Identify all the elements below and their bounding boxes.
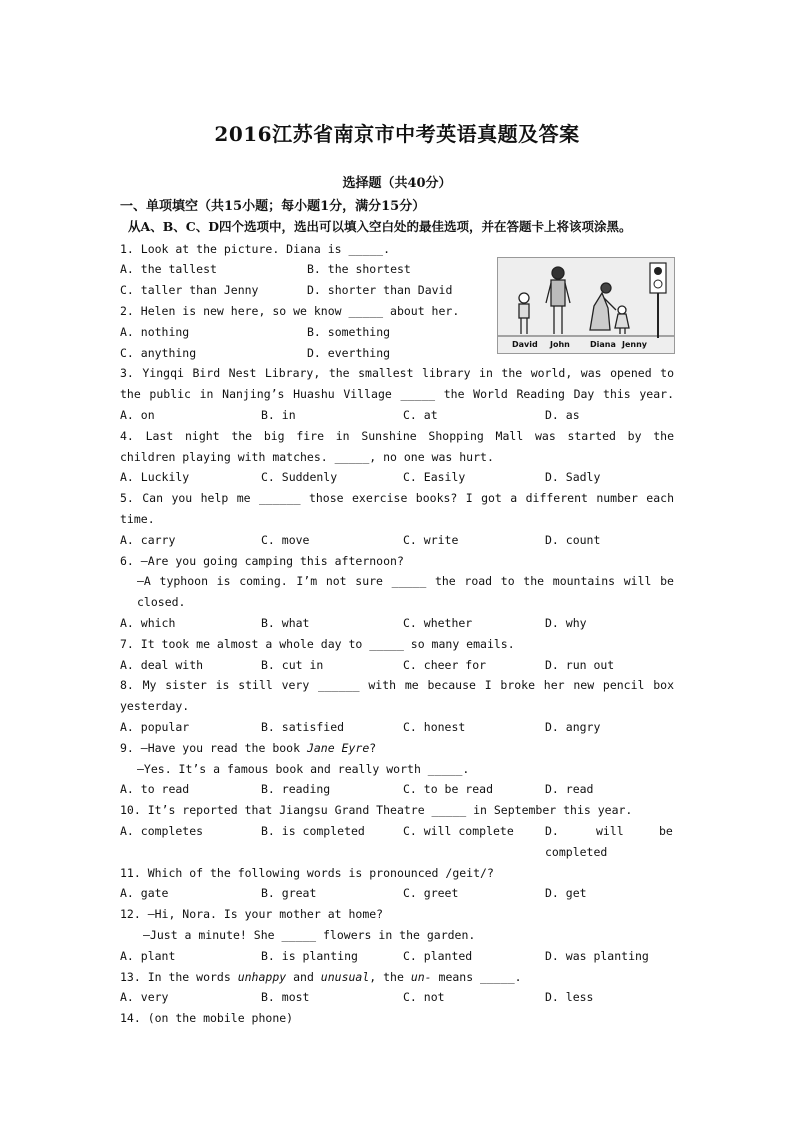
q12-option-c: C. planted (403, 949, 473, 963)
question-1-picture (497, 257, 675, 354)
q9-option-c: C. to be read (403, 782, 494, 796)
q5-option-a: A. carry (120, 533, 176, 547)
question-9-line-1: 9. —Have you read the book Jane Eyre? (120, 741, 377, 755)
q12-option-a: A. plant (120, 949, 176, 963)
q10-option-d-word-1: will (596, 824, 624, 838)
q10-option-c: C. will complete (403, 824, 514, 838)
q12-option-d: D. was planting (545, 949, 649, 963)
q2-option-b: B. something (307, 325, 391, 339)
question-6-line-2: —A typhoon is coming. I’m not sure _____ the road to the mountains will be (137, 574, 674, 588)
figure-jenny (615, 306, 629, 334)
q7-option-d: D. run out (545, 658, 615, 672)
q10-option-b: B. is completed (261, 824, 365, 838)
q10-option-d-label: D. (545, 824, 559, 838)
q13-option-d: D. less (545, 990, 594, 1004)
question-10-stem: 10. It’s reported that Jiangsu Grand Theatre _____ in September this year. (120, 803, 633, 817)
section-title: 选择题（共40分） (342, 176, 452, 191)
q3-option-c: C. at (403, 408, 438, 422)
figure-diana (590, 283, 616, 330)
book-title: Jane Eyre (306, 741, 370, 755)
q7-option-a: A. deal with (120, 658, 204, 672)
q8-option-b: B. satisfied (261, 720, 345, 734)
q2-option-a: A. nothing (120, 325, 190, 339)
q10-option-a: A. completes (120, 824, 204, 838)
question-8-line-2: yesterday. (120, 699, 190, 713)
q6-option-a: A. which (120, 616, 176, 630)
q13-option-b: B. most (261, 990, 310, 1004)
q2-option-d: D. everthing (307, 346, 391, 360)
figure-label-david: David (512, 340, 538, 349)
q7-option-c: C. cheer for (403, 658, 487, 672)
question-6-line-1: 6. —Are you going camping this afternoon? (120, 554, 404, 568)
part-heading: 一、单项填空（共15小题；每小题1分，满分15分） (120, 199, 426, 214)
question-4-line-2: children playing with matches. _____, no one was hurt. (120, 450, 494, 464)
q9-option-a: A. to read (120, 782, 190, 796)
page-title: 2016江苏省南京市中考英语真题及答案 (214, 122, 580, 146)
traffic-light-icon (650, 263, 666, 338)
q12-option-b: B. is planting (261, 949, 358, 963)
q3-option-d: D. as (545, 408, 580, 422)
q11-option-a: A. gate (120, 886, 169, 900)
question-14-stem: 14. (on the mobile phone) (120, 1011, 294, 1025)
figure-label-john: John (550, 340, 570, 349)
q4-option-b: C. Suddenly (261, 470, 338, 484)
q5-option-d: D. count (545, 533, 601, 547)
q9-option-d: D. read (545, 782, 594, 796)
question-13-stem: 13. In the words unhappy and unusual, the un- means _____. (120, 970, 522, 984)
q11-option-d: D. get (545, 886, 587, 900)
q4-option-c: C. Easily (403, 470, 466, 484)
q4-option-d: D. Sadly (545, 470, 601, 484)
q4-option-a: A. Luckily (120, 470, 190, 484)
question-11-stem: 11. Which of the following words is pronounced /geit/? (120, 866, 494, 880)
question-2-stem: 2. Helen is new here, so we know _____ about her. (120, 304, 460, 318)
q3-option-b: B. in (261, 408, 296, 422)
question-6-line-3: closed. (137, 595, 186, 609)
q5-option-b: C. move (261, 533, 310, 547)
q1-option-c: C. taller than Jenny (120, 283, 259, 297)
question-4-line-1: 4. Last night the big fire in Sunshine Shopping Mall was started by the (120, 429, 674, 443)
q6-option-d: D. why (545, 616, 587, 630)
q6-option-c: C. whether (403, 616, 473, 630)
question-5-line-1: 5. Can you help me ______ those exercise books? I got a different number each (120, 491, 674, 505)
question-5-line-2: time. (120, 512, 155, 526)
q5-option-c: C. write (403, 533, 459, 547)
figure-david (519, 293, 529, 334)
question-9-line-2: —Yes. It’s a famous book and really worth _____. (137, 762, 470, 776)
q1-option-d: D. shorter than David (307, 283, 453, 297)
figure-john (546, 267, 570, 334)
figure-label-jenny: Jenny (622, 340, 648, 349)
q8-option-d: D. angry (545, 720, 601, 734)
question-3-line-1: 3. Yingqi Bird Nest Library, the smallest library in the world, was opened to (120, 366, 674, 380)
q1-option-b: B. the shortest (307, 262, 411, 276)
instruction: 从A、B、C、D四个选项中，选出可以填入空白处的最佳选项，并在答题卡上将该项涂黑。 (128, 219, 632, 234)
q8-option-a: A. popular (120, 720, 190, 734)
q11-option-c: C. greet (403, 886, 459, 900)
q2-option-c: C. anything (120, 346, 197, 360)
q6-option-b: B. what (261, 616, 310, 630)
q7-option-b: B. cut in (261, 658, 324, 672)
question-12-line-1: 12. —Hi, Nora. Is your mother at home? (120, 907, 384, 921)
q10-option-d-word-3: completed (545, 845, 608, 859)
figure-label-diana: Diana (590, 340, 616, 349)
q13-option-c: C. not (403, 990, 445, 1004)
q8-option-c: C. honest (403, 720, 466, 734)
q1-option-a: A. the tallest (120, 262, 217, 276)
question-1-stem: 1. Look at the picture. Diana is _____. (120, 242, 391, 256)
question-8-line-1: 8. My sister is still very ______ with me because I broke her new pencil box (120, 678, 674, 692)
q9-option-b: B. reading (261, 782, 331, 796)
q11-option-b: B. great (261, 886, 317, 900)
question-3-line-2: the public in Nanjing’s Huashu Village _____ the World Reading Day this year. (120, 387, 674, 401)
question-7-stem: 7. It took me almost a whole day to _____ so many emails. (120, 637, 515, 651)
question-12-line-2: —Just a minute! She _____ flowers in the garden. (143, 928, 476, 942)
q13-option-a: A. very (120, 990, 169, 1004)
q10-option-d-word-2: be (659, 824, 673, 838)
q3-option-a: A. on (120, 408, 155, 422)
